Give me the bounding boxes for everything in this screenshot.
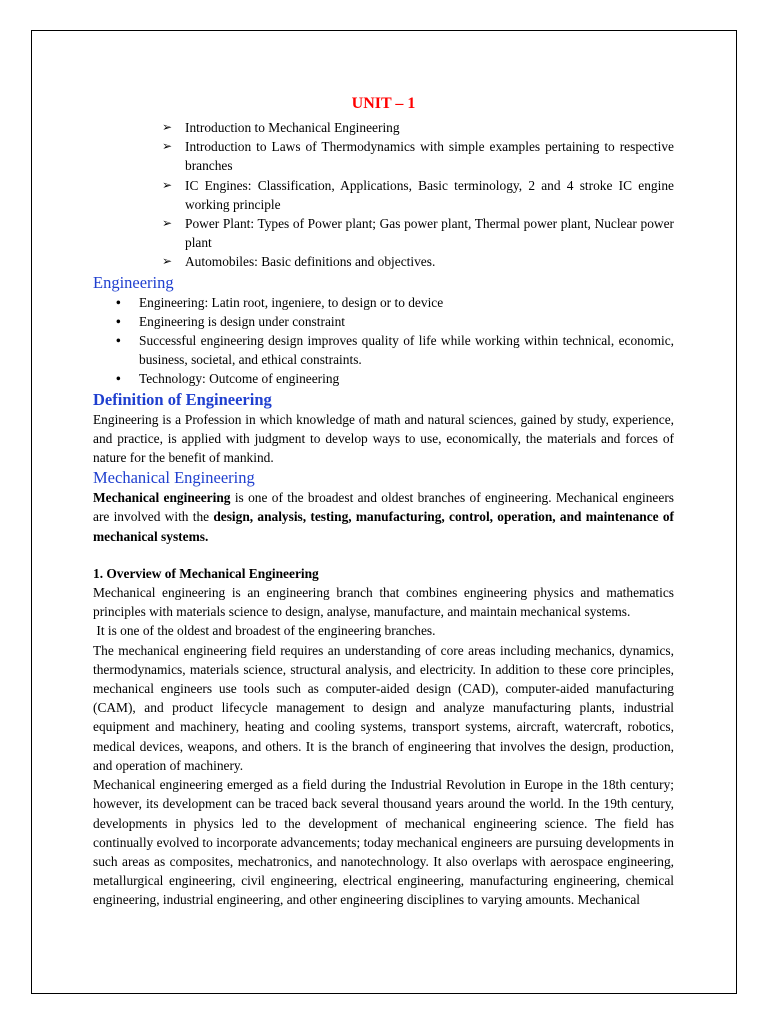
overview-paragraph-1: Mechanical engineering is an engineering branch that combines engineering physics and mathematics principles with materials science to design, analyse, manufacture, and maintain mechanical systems. <box>93 585 674 620</box>
list-item: • Engineering is design under constraint <box>139 312 674 331</box>
definition-paragraph: Engineering is a Profession in which knowledge of math and natural sciences, gained by study, experience, and practice, is applied with judgment to develop ways to use, economically, the materials and forces of nature for the benefit of mankind. <box>93 411 674 466</box>
list-item: • Successful engineering design improves quality of life while working within technical, economic, business, societal, and ethical constraints. <box>116 333 674 368</box>
bullet-icon: • <box>116 333 121 349</box>
list-item: ➢ IC Engines: Classification, Applications, Basic terminology, 2 and 4 stroke IC engine working principle <box>162 177 674 212</box>
section-heading-definition: Definition of Engineering <box>93 389 272 409</box>
bullet-icon: • <box>116 294 121 310</box>
list-item: • Engineering: Latin root, ingeniere, to design or to device <box>139 293 674 312</box>
list-item: • Technology: Outcome of engineering <box>139 369 674 388</box>
document-content <box>93 94 674 910</box>
mechanical-paragraph: Mechanical engineering is one of the broadest and oldest branches of engineering. Mechanical engineers are involved with the design, analysis, testing, manufacturing, control, operation, and maintenance of mechanical systems. <box>93 490 675 544</box>
arrow-bullet-icon: ➢ <box>162 120 173 134</box>
unit-title: UNIT – 1 <box>351 95 416 112</box>
arrow-bullet-icon: ➢ <box>162 216 173 231</box>
bullet-icon: • <box>116 371 121 387</box>
arrow-bullet-icon: ➢ <box>162 177 173 192</box>
overview-paragraph-4: Mechanical engineering emerged as a field during the Industrial Revolution in Europe in the 18th century; however, its development can be traced back several thousand years around the world. In the 19th century, developments in physics led to the development of mechanical engineering science. The field has continually evolved to incorporate advancements; today mechanical engineers are pursuing developments in such areas as composites, mechatronics, and nanotechnology. It also overlaps with aerospace engineering, metallurgical engineering, civil engineering, electrical engineering, manufacturing engineering, chemical engineering, industrial engineering, and other engineering disciplines to varying amounts. Mechanical <box>93 777 674 908</box>
list-item: ➢ Automobiles: Basic definitions and objectives. <box>185 252 674 271</box>
list-item: ➢ Power Plant: Types of Power plant; Gas power plant, Thermal power plant, Nuclear power plant <box>162 216 674 251</box>
unit-topic-list <box>93 118 674 272</box>
list-item: ➢ Introduction to Mechanical Engineering <box>185 118 674 137</box>
bullet-icon: • <box>116 313 121 329</box>
overview-paragraph-3: The mechanical engineering field requires an understanding of core areas including mechanics, dynamics, thermodynamics, materials science, structural analysis, and electricity. In addition to these core principles, mechanical engineers use tools such as computer-aided design (CAD), computer-aided manufacturing (CAM), and product lifecycle management to design and analyze manufacturing plants, industrial equipment and machinery, heating and cooling systems, transport systems, aircraft, watercraft, robotics, medical devices, weapons, and others. It is the branch of engineering that involves the design, production, and operation of machinery. <box>93 642 674 773</box>
section-heading-mechanical: Mechanical Engineering <box>93 468 255 488</box>
list-item: ➢ Introduction to Laws of Thermodynamics with simple examples pertaining to respective branches <box>162 139 674 174</box>
overview-paragraph-2: It is one of the oldest and broadest of the engineering branches. <box>93 623 436 639</box>
section-heading-engineering: Engineering <box>93 272 174 292</box>
engineering-bullet-list <box>93 293 674 389</box>
arrow-bullet-icon: ➢ <box>162 139 173 154</box>
overview-heading: 1. Overview of Mechanical Engineering <box>93 565 319 581</box>
arrow-bullet-icon: ➢ <box>162 254 173 269</box>
